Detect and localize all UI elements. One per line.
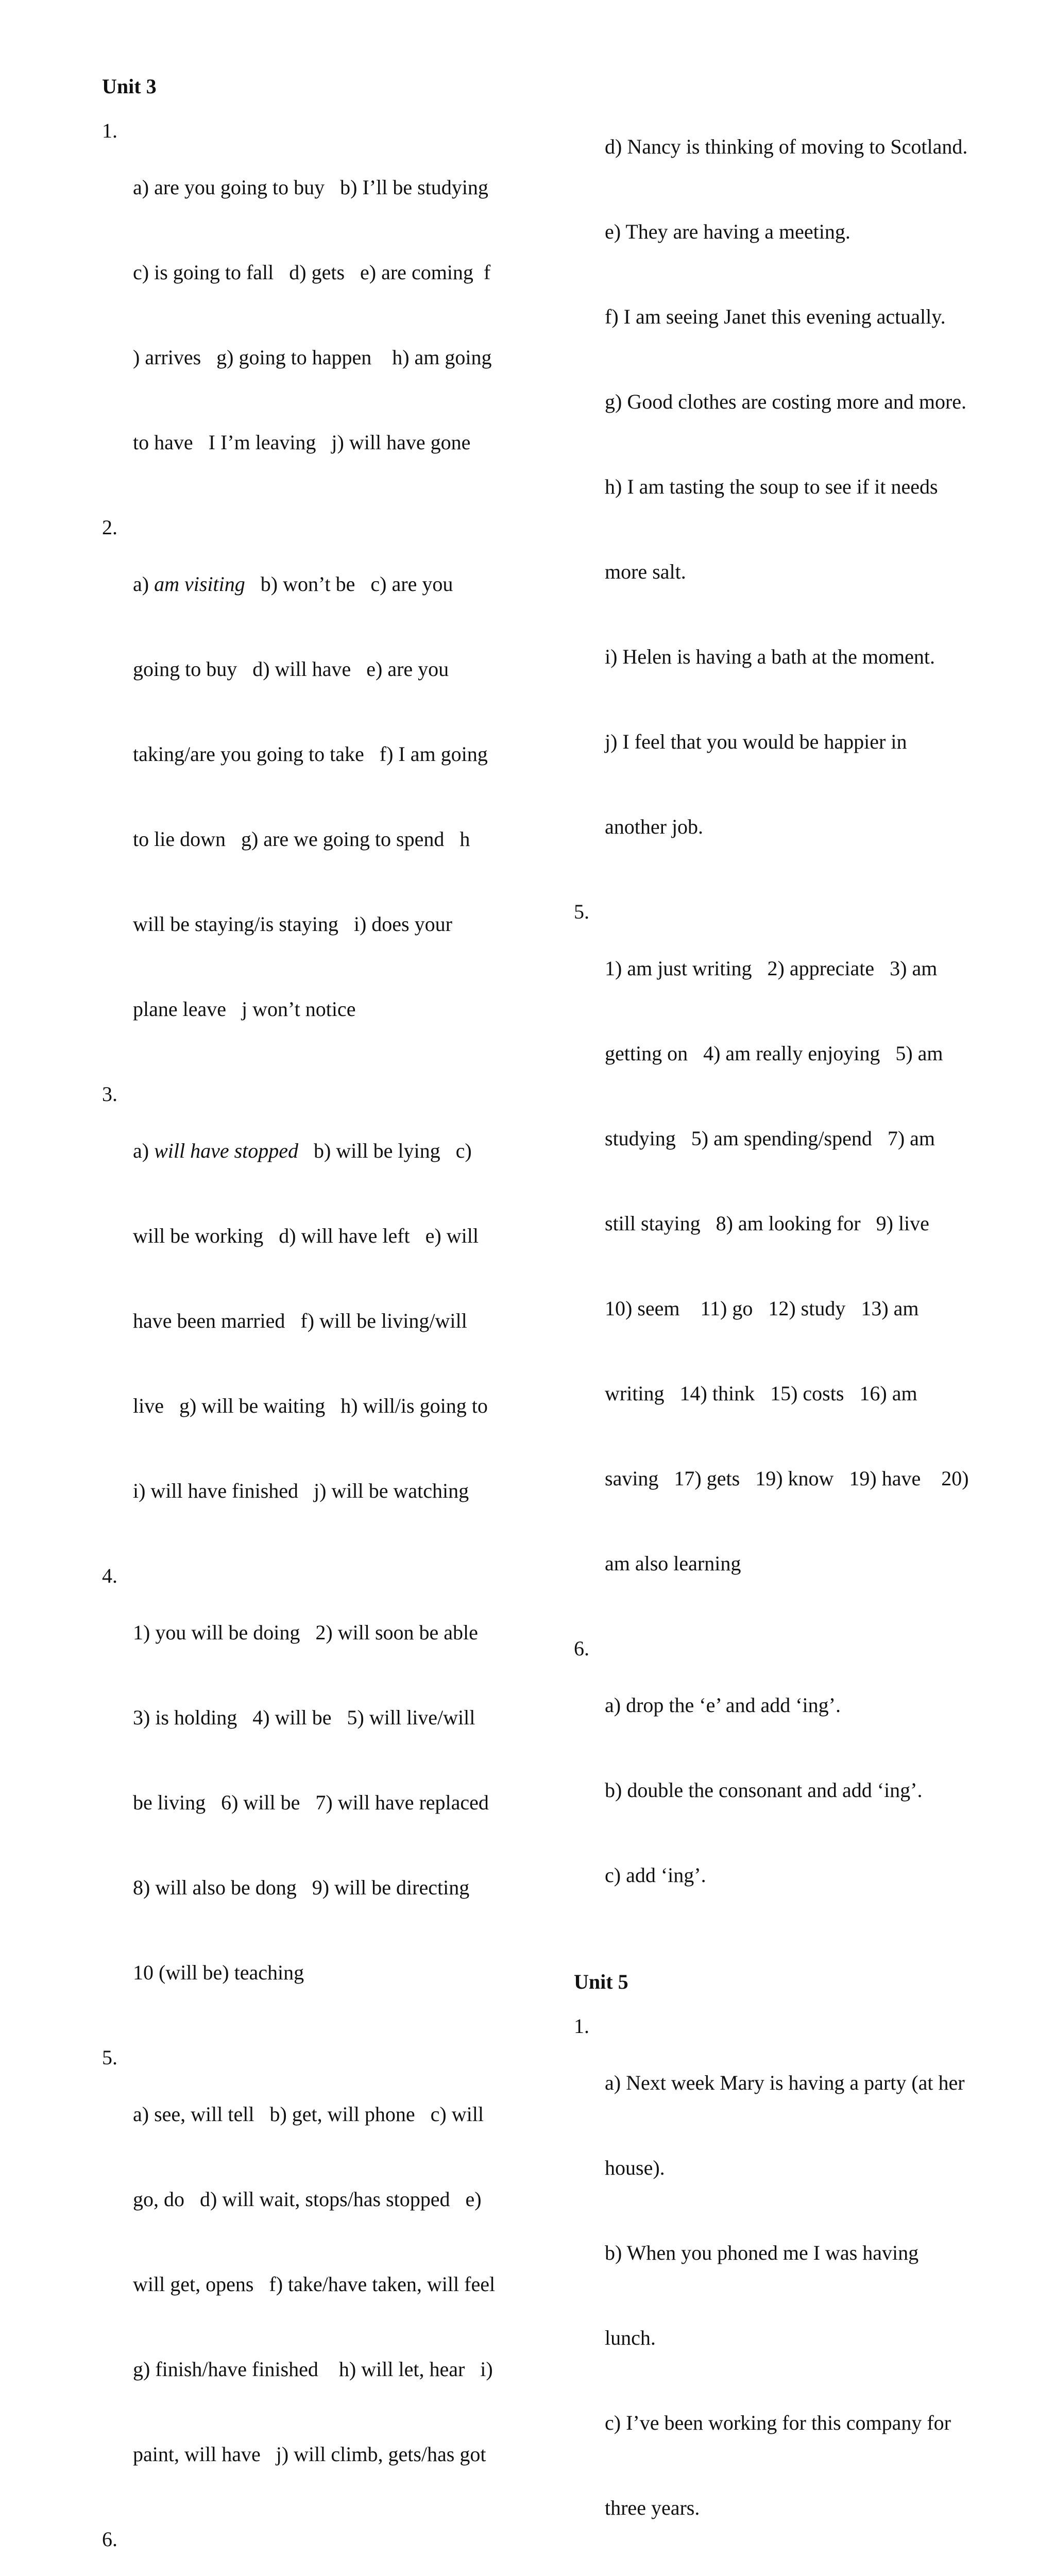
example-answer: will have stopped [154,1139,299,1162]
answer-line: d) Nancy is thinking of moving to Scotland. [605,135,968,158]
exercise-number: 5. [574,900,589,923]
answer-line: another job. [605,815,704,838]
unit-3-exercise-4 [102,1562,504,2043]
answer-prefix: a) [133,1139,155,1162]
answer-line: 10 (will be) teaching [133,1961,304,1984]
answer-line: b) When you phoned me I was having [605,2241,919,2264]
answer-line: plane leave j won’t notice [133,997,356,1021]
answer-line: a) Next week Mary is having a party (at her [605,2071,965,2094]
answer-line: ) arrives g) going to happen h) am going [133,346,492,369]
answer-line: g) finish/have finished h) will let, hear i) [133,2358,493,2381]
answer-line: c) I’ve been working for this company for [605,2411,951,2434]
answer-line: 1) am just writing 2) appreciate 3) am [605,957,938,980]
answer-line: lunch. [605,2326,656,2349]
exercise-number: 1. [102,119,117,142]
exercise-number: 3. [102,1082,117,1106]
answer-line: c) add ‘ing’. [605,1863,706,1887]
answer-line: i) will have finished j) will be watching [133,1479,469,1502]
unit-4-exercise-4-continued [574,76,976,897]
unit-5-heading: Unit 5 [574,1970,628,1993]
answer-line: studying 5) am spending/spend 7) am [605,1127,935,1150]
exercise-number: 6. [102,2528,117,2551]
answer-line: getting on 4) am really enjoying 5) am [605,1042,943,1065]
answer-prefix: a) [133,572,155,596]
answer-line: go, do d) will wait, stops/has stopped e) [133,2188,482,2211]
answer-rest: b) won’t be c) are you [245,572,453,596]
answer-line: more salt. [605,560,686,583]
exercise-number: 4. [102,1564,117,1587]
answer-line: will be staying/is staying i) does your [133,912,452,936]
exercise-answers [133,1562,504,2043]
exercise-answers [133,1080,504,1562]
exercise-answers [605,2012,976,2576]
left-column [102,72,504,2576]
answer-line: to lie down g) are we going to spend h [133,827,470,851]
answer-line: three years. [605,2496,700,2519]
answer-line [133,570,504,598]
answer-rest: b) will be lying c) [298,1139,472,1162]
answer-line: a) are you going to buy b) I’ll be studying [133,176,488,199]
answer-line: a) see, will tell b) get, will phone c) will [133,2103,484,2126]
answer-line: be living 6) will be 7) will have replaced [133,1791,489,1814]
example-answer: am visiting [154,572,245,596]
answer-line: writing 14) think 15) costs 16) am [605,1382,917,1405]
exercise-answers [133,513,504,1080]
exercise-answers [133,116,504,513]
answer-line: j) I feel that you would be happier in [605,730,907,753]
answer-line: will be working d) will have left e) will [133,1224,479,1247]
unit-3-exercise-5 [102,2043,504,2525]
answer-line: going to buy d) will have e) are you [133,657,449,681]
answer-line: house). [605,2156,665,2179]
answer-line: still staying 8) am looking for 9) live [605,1212,929,1235]
answer-line: paint, will have j) will climb, gets/has got [133,2443,486,2466]
unit-3-exercise-2 [102,513,504,1080]
answer-line: h) I am tasting the soup to see if it needs [605,475,938,498]
answer-line: taking/are you going to take f) I am going [133,742,488,766]
answer-line: have been married f) will be living/will [133,1309,467,1332]
unit-3-exercise-3 [102,1080,504,1562]
answer-line: a) drop the ‘e’ and add ‘ing’. [605,1693,841,1717]
answer-line: f) I am seeing Janet this evening actually. [605,305,946,328]
exercise-number: 2. [102,516,117,539]
answer-line: b) double the consonant and add ‘ing’. [605,1778,923,1802]
answer-line: to have I I’m leaving j) will have gone [133,431,471,454]
unit-5-exercise-1 [574,2012,976,2576]
unit-3-heading: Unit 3 [102,75,157,98]
answer-line: g) Good clothes are costing more and more. [605,390,967,413]
exercise-answers [605,1634,976,1946]
exercise-answers [133,2043,504,2525]
answer-line: will get, opens f) take/have taken, will feel [133,2273,496,2296]
answer-line: 3) is holding 4) will be 5) will live/will [133,1706,475,1729]
exercise-answers [605,897,976,1634]
answer-line: i) Helen is having a bath at the moment. [605,645,935,668]
answer-line: am also learning [605,1552,741,1575]
answer-line: 1) you will be doing 2) will soon be able [133,1621,478,1644]
unit-4-exercise-6 [574,1634,976,1946]
answer-line: live g) will be waiting h) will/is going to [133,1394,488,1417]
answer-line: saving 17) gets 19) know 19) have 20) [605,1467,969,1490]
answer-line: 8) will also be dong 9) will be directing [133,1876,470,1899]
unit-3-exercise-1 [102,116,504,513]
exercise-number: 6. [574,1637,589,1660]
answer-line: 10) seem 11) go 12) study 13) am [605,1297,919,1320]
answer-line: e) They are having a meeting. [605,220,850,243]
exercise-number-placeholder [574,76,605,897]
exercise-answers [133,2525,504,2576]
exercise-answers [605,76,976,897]
answer-line: c) is going to fall d) gets e) are coming f [133,261,491,284]
exercise-number: 5. [102,2046,117,2069]
answer-line [133,1137,504,1165]
unit-3-exercise-6 [102,2525,504,2576]
right-column [574,76,976,2576]
unit-4-exercise-5 [574,897,976,1634]
exercise-number: 1. [574,2014,589,2038]
